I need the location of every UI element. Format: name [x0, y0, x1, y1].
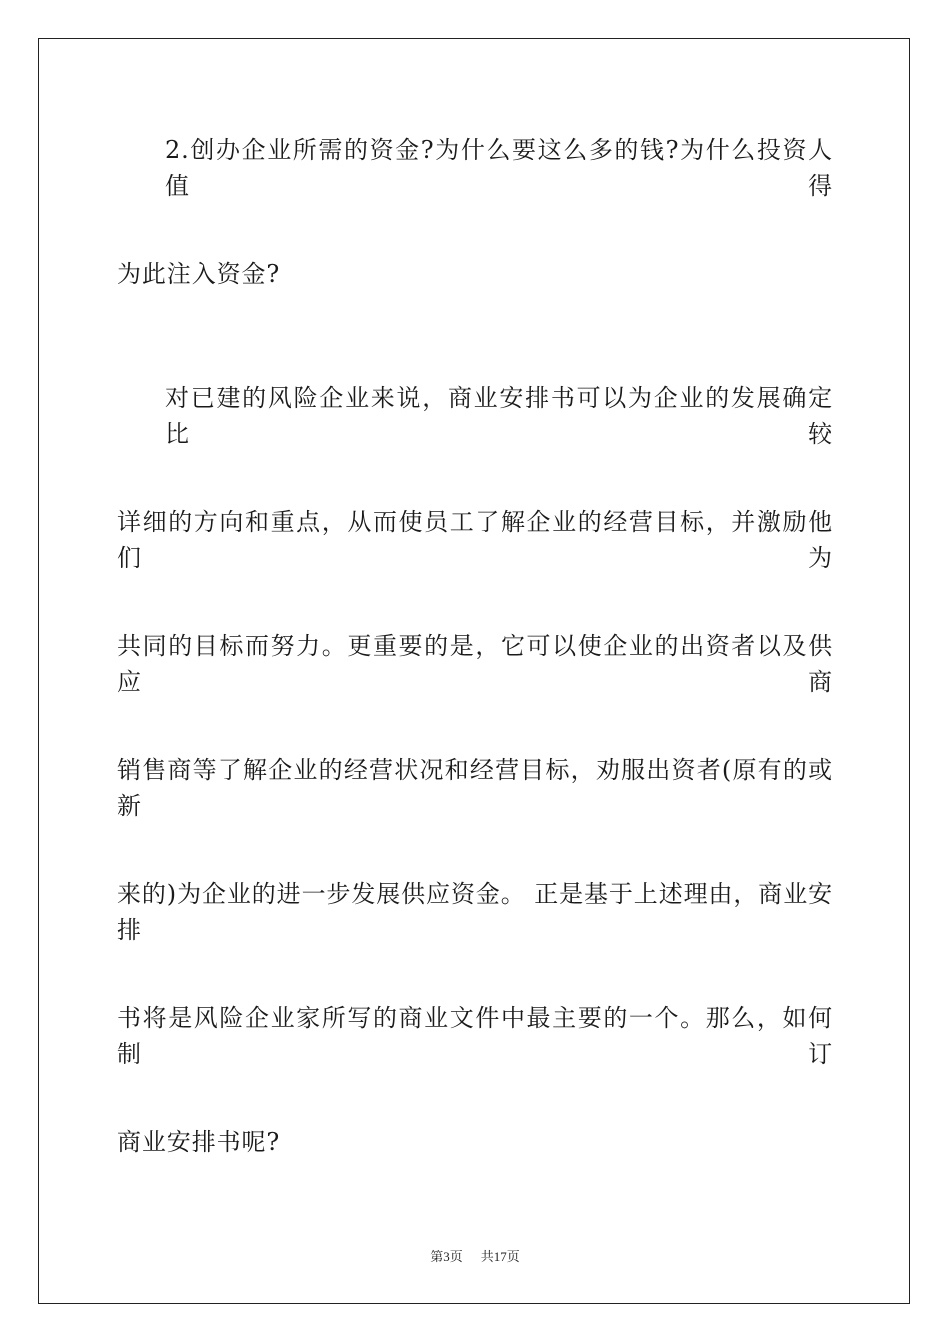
page-total: 共17页: [480, 1249, 520, 1264]
paragraph-2-line-1: 对已建的风险企业来说，商业安排书可以为企业的发展确定比较: [165, 384, 833, 448]
paragraph-1-line-1: 2.创办企业所需的资金?为什么要这么多的钱?为什么投资人值得: [165, 136, 833, 200]
paragraph-2-line-7: 商业安排书呢?: [117, 1128, 281, 1156]
paragraph-2-line-6: 书将是风险企业家所写的商业文件中最主要的一个。那么，如何制订: [117, 1004, 833, 1068]
page-footer: [0, 1248, 950, 1266]
paragraph-2-line-4: 销售商等了解企业的经营状况和经营目标，劝服出资者(原有的或新: [117, 756, 833, 820]
paragraph-2-line-5: 来的)为企业的进一步发展供应资金。 正是基于上述理由，商业安排: [117, 880, 833, 944]
paragraph-1-line-2: 为此注入资金?: [117, 260, 281, 288]
paragraph-2-line-3: 共同的目标而努力。更重要的是，它可以使企业的出资者以及供应商: [117, 632, 833, 696]
paragraph-2-line-2: 详细的方向和重点，从而使员工了解企业的经营目标，并激励他们为: [117, 508, 833, 572]
page-number: 第3页: [430, 1249, 463, 1264]
